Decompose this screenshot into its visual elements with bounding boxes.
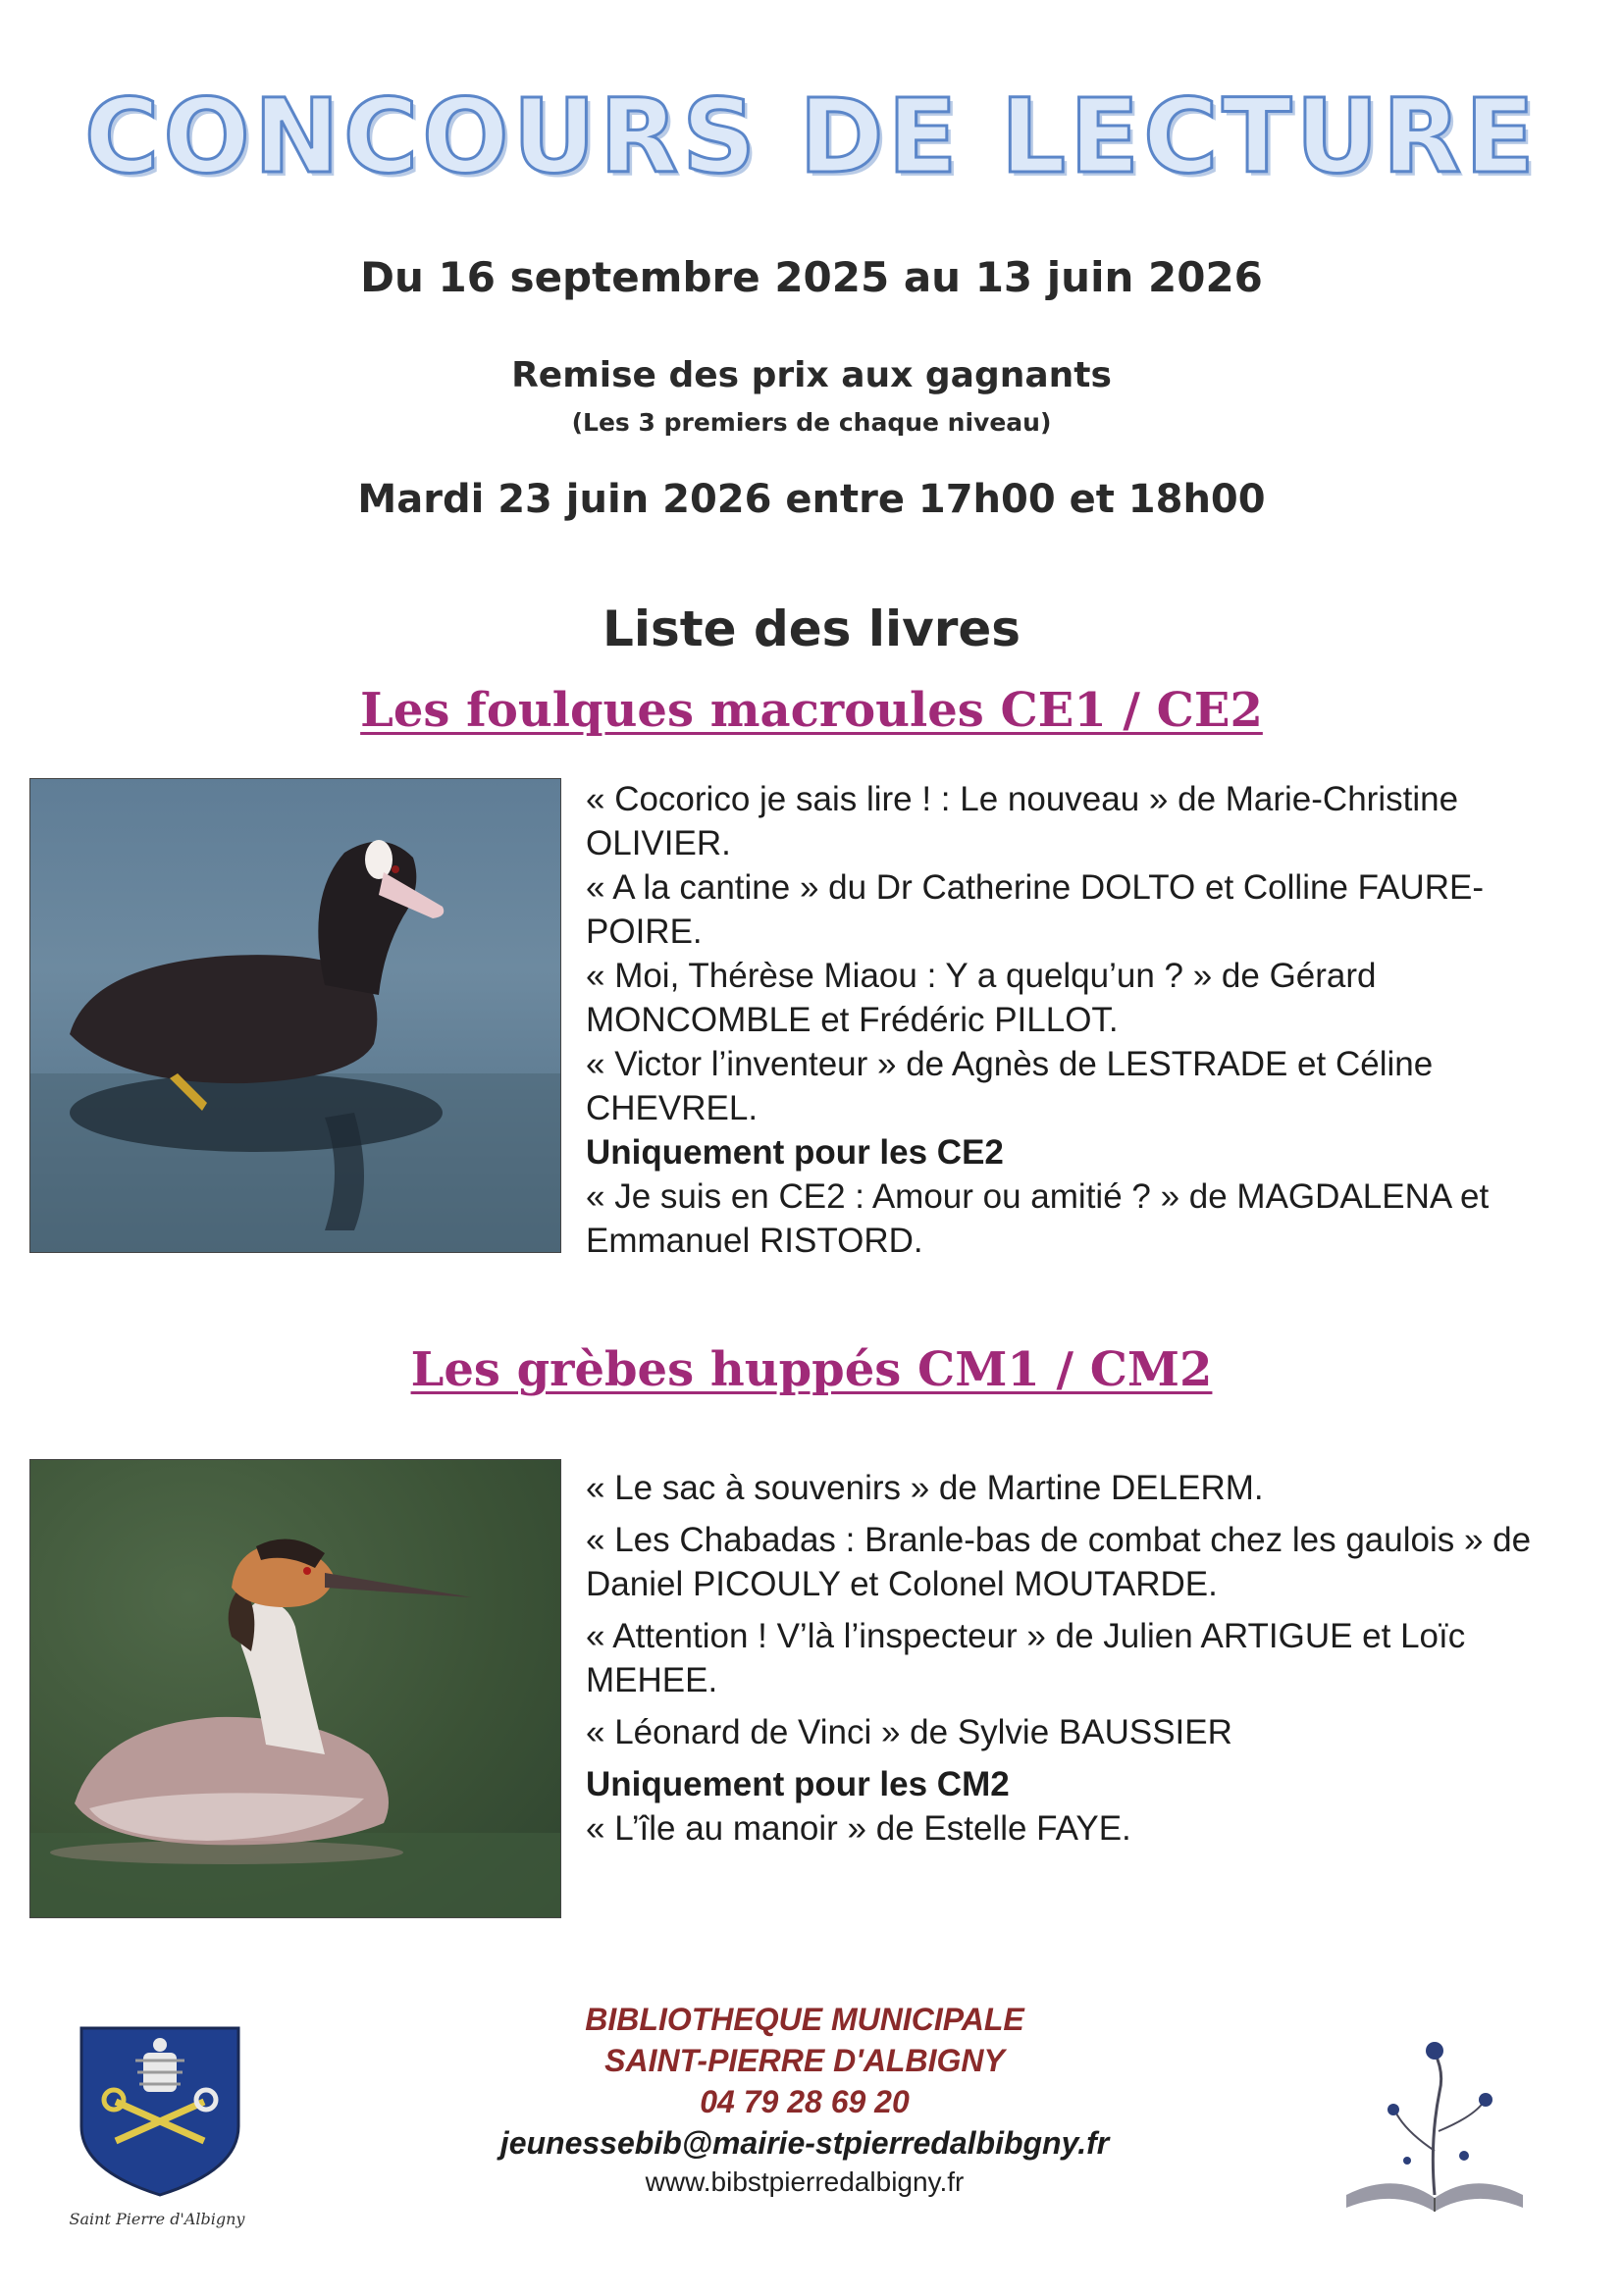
awards-note: (Les 3 premiers de chaque niveau) — [571, 408, 1052, 437]
book-item: « Moi, Thérèse Miaou : Y a quelqu’un ? » de Gérard MONCOMBLE et Frédéric PILLOT. — [586, 957, 1377, 1039]
book-list-cm — [586, 1466, 1587, 1851]
coot-photo — [29, 778, 561, 1253]
section-title-cm: Les grèbes huppés CM1 / CM2 — [410, 1342, 1213, 1397]
library-email[interactable]: jeunessebib@mairie-stpierredalbibgny.fr — [499, 2125, 1110, 2161]
awards-heading: Remise des prix aux gagnants — [511, 355, 1112, 395]
book-item: « Les Chabadas : Branle-bas de combat chez les gaulois » de Daniel PICOULY et Colonel MOUTARDE. — [586, 1521, 1532, 1603]
book-item: « Léonard de Vinci » de Sylvie BAUSSIER — [586, 1713, 1232, 1751]
section-title-ce: Les foulques macroules CE1 / CE2 — [360, 683, 1263, 738]
contest-dates: Du 16 septembre 2025 au 13 juin 2026 — [360, 253, 1263, 301]
book-item: « Victor l’inventeur » de Agnès de LESTRADE et Céline CHEVREL. — [586, 1045, 1434, 1127]
book-item: « Cocorico je sais lire ! : Le nouveau » de Marie-Christine OLIVIER. — [586, 780, 1459, 862]
library-website[interactable]: www.bibstpierredalbigny.fr — [645, 2166, 965, 2197]
awards-date: Mardi 23 juin 2026 entre 17h00 et 18h00 — [357, 477, 1266, 522]
open-book-flowers-icon — [1336, 2033, 1533, 2219]
library-phone: 04 79 28 69 20 — [700, 2084, 910, 2119]
ce2-only-label: Uniquement pour les CE2 — [586, 1133, 1004, 1172]
book-list-ce — [586, 777, 1587, 1263]
book-item: « L’île au manoir » de Estelle FAYE. — [586, 1809, 1131, 1848]
book-item: « Le sac à souvenirs » de Martine DELERM. — [586, 1469, 1264, 1507]
coat-of-arms-icon — [77, 2023, 243, 2200]
book-item: « Je suis en CE2 : Amour ou amitié ? » de MAGDALENA et Emmanuel RISTORD. — [586, 1177, 1490, 1260]
book-item: « A la cantine » du Dr Catherine DOLTO et Colline FAURE-POIRE. — [586, 868, 1484, 951]
library-town: SAINT-PIERRE D'ALBIGNY — [604, 2043, 1005, 2078]
books-list-title: Liste des livres — [602, 600, 1021, 657]
grebe-photo — [29, 1459, 561, 1918]
book-item: « Attention ! V’là l’inspecteur » de Julien ARTIGUE et Loïc MEHEE. — [586, 1617, 1466, 1699]
library-name: BIBLIOTHEQUE MUNICIPALE — [585, 2002, 1024, 2037]
page-title: CONCOURS DE LECTURE — [84, 77, 1539, 196]
cm2-only-label: Uniquement pour les CM2 — [586, 1765, 1010, 1803]
crest-caption: Saint Pierre d'Albigny — [69, 2210, 245, 2228]
